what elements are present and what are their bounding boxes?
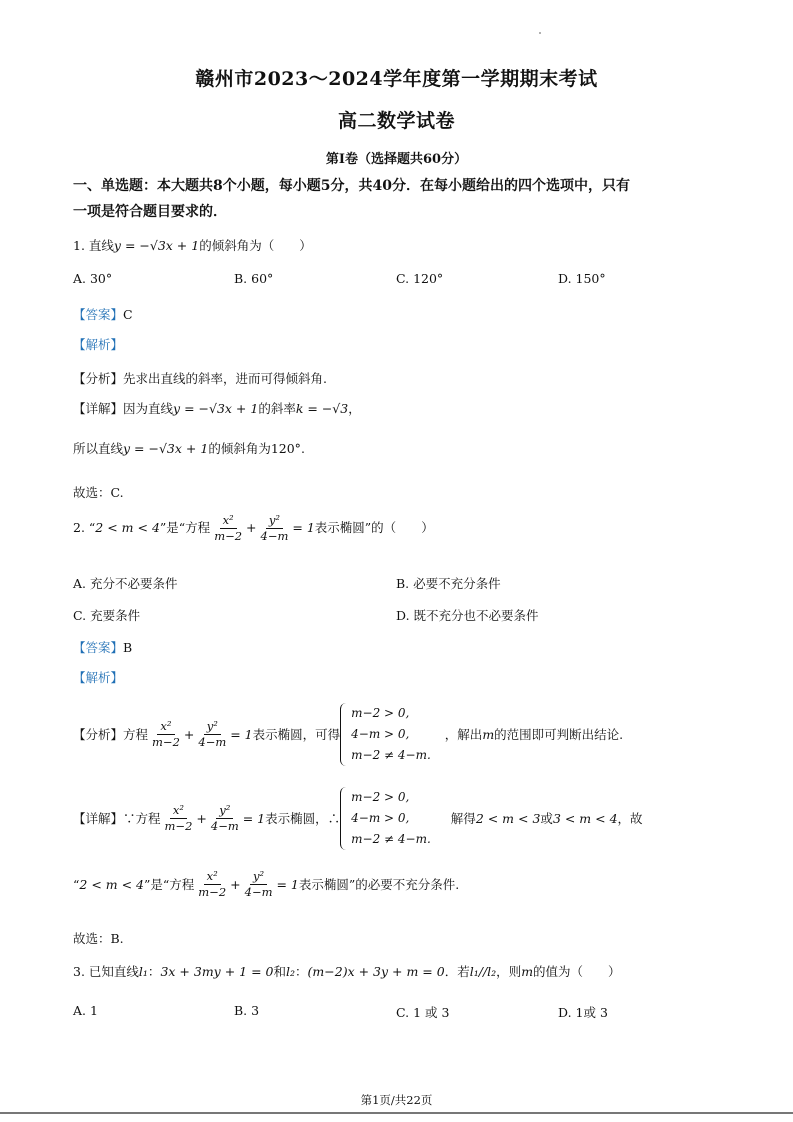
q1-line2-text-c: . — [300, 441, 305, 456]
q2-condition: 2 < m < 4 — [95, 520, 160, 535]
page-footer: 第1页/共22页 — [360, 1093, 433, 1107]
q1-detail-equation: y = −√3x + 1 — [173, 401, 259, 416]
q2-condition: 2 < m < 4 — [79, 876, 144, 892]
fenxi-label: 【分析】 — [73, 371, 124, 386]
q2-range-2: 3 < m < 4 — [552, 810, 618, 826]
q3-option-c: C. 1 或 3 — [396, 1005, 450, 1020]
q2-stem-suffix: 表示椭圆”的（ ） — [314, 520, 434, 535]
scan-dot — [539, 32, 541, 34]
page-title: 赣州市2023～2024学年度第一学期期末考试 — [195, 68, 598, 90]
q2-concl-text-a: “ — [73, 876, 80, 892]
q2-fraction-y — [242, 869, 276, 900]
q1-detail-text-a: 因为直线 — [123, 401, 174, 416]
plus-sign: + — [230, 876, 241, 892]
q1-line2-text-b: 的倾斜角为 — [208, 441, 271, 456]
system-row: 4−m > 0, — [351, 726, 410, 741]
q1-line2-angle: 120° — [270, 441, 301, 456]
section-heading-line1: 一、单选题：本大题共8个小题，每小题5分，共40分．在每小题给出的四个选项中，只有 — [73, 178, 630, 194]
fraction-numerator: y² — [266, 513, 283, 529]
system-row: 4−m > 0, — [351, 810, 410, 825]
system-row: m−2 ≠ 4−m. — [351, 831, 431, 846]
footer-divider — [0, 1112, 793, 1114]
q2-option-b: B. 必要不充分条件 — [396, 576, 501, 591]
answer-label: 【答案】 — [73, 640, 124, 655]
brace-icon — [340, 787, 347, 850]
q1-stem — [73, 236, 312, 254]
q2-fenxi-text-a: 方程 — [123, 727, 149, 742]
q2-detail-text-a: ∵方程 — [123, 811, 161, 826]
q2-stem-prefix: 2. “ — [73, 520, 96, 535]
q2-choose: 故选：B. — [73, 931, 124, 946]
xiangjie-label: 【详解】 — [73, 811, 124, 826]
q2-fenxi-text-c: ，解出 — [444, 727, 483, 742]
section-heading-line2: 一项是符合题目要求的． — [73, 204, 227, 220]
fraction-denominator: 4−m — [210, 818, 239, 833]
q1-detail-text-c: ， — [348, 401, 361, 416]
fraction-denominator: 4−m — [244, 884, 273, 899]
q2-fraction-y — [258, 513, 292, 544]
q1-stem-suffix: 的倾斜角为（ ） — [199, 238, 312, 253]
q1-fenxi-text: 先求出直线的斜率，进而可得倾斜角. — [123, 371, 327, 386]
plus-sign: + — [196, 810, 207, 826]
q1-line2-equation: y = −√3x + 1 — [123, 441, 209, 456]
q1-line2-text-a: 所以直线 — [73, 441, 124, 456]
q2-detail-text-c: 解得 — [450, 811, 476, 826]
q1-detail-line2 — [73, 439, 305, 457]
q2-detail-text-b: 表示椭圆，∴ — [265, 811, 341, 826]
fenxi-label: 【分析】 — [73, 727, 124, 742]
equals-one: = 1 — [292, 520, 315, 535]
q3-stem-text-c: ，则 — [496, 964, 522, 979]
fraction-numerator: x² — [204, 869, 221, 885]
q3-var: m — [521, 964, 534, 979]
plus-sign: + — [183, 726, 195, 742]
fraction-denominator: 4−m — [198, 734, 227, 749]
q2-concl-text-b: ”是“方程 — [144, 877, 195, 892]
q1-choose: 故选：C. — [73, 485, 124, 500]
colon: ： — [295, 964, 308, 979]
q3-equation-1: 3x + 3my + 1 = 0 — [160, 964, 274, 979]
q1-option-c: C. 120° — [396, 271, 444, 286]
colon: ： — [147, 964, 161, 979]
fraction-denominator: m−2 — [214, 529, 243, 543]
part-heading: 第I卷（选择题共60分） — [325, 152, 468, 167]
system-row: m−2 > 0, — [351, 705, 410, 720]
q3-option-d: D. 1或 3 — [558, 1005, 608, 1020]
q2-fenxi-text-d: 的范围即可判断出结论. — [494, 727, 624, 742]
q3-parallel: l₁//l₂ — [469, 964, 497, 979]
q3-equation-2: (m−2)x + 3y + m = 0 — [307, 964, 445, 979]
fraction-numerator: y² — [250, 869, 267, 885]
fraction-denominator: m−2 — [152, 734, 180, 749]
q2-fenxi-text-b: 表示椭圆，可得 — [252, 727, 341, 742]
q2-range-1: 2 < m < 3 — [475, 810, 541, 826]
q2-option-d: D. 既不充分也不必要条件 — [396, 608, 539, 623]
q1-fenxi — [73, 369, 327, 387]
fraction-numerator: x² — [220, 513, 237, 529]
q2-fraction-x — [211, 513, 245, 544]
fraction-denominator: m−2 — [164, 818, 193, 833]
q2-fenxi-var: m — [482, 726, 495, 742]
q1-detail-slope: k = −√3 — [295, 401, 349, 416]
system-row: m−2 > 0, — [351, 789, 410, 804]
q3-stem — [73, 962, 621, 980]
q2-answer — [73, 638, 132, 656]
q2-option-c: C. 充要条件 — [73, 608, 141, 623]
fraction-numerator: y² — [204, 719, 221, 735]
answer-label: 【答案】 — [73, 307, 124, 322]
q3-option-a: A. 1 — [73, 1003, 98, 1018]
q2-answer-value: B — [123, 640, 133, 655]
q3-line-l2: l₂ — [286, 964, 296, 979]
q2-detail — [73, 784, 643, 852]
fraction-numerator: y² — [216, 803, 233, 819]
q2-concl-text-c: 表示椭圆”的必要不充分条件. — [298, 877, 460, 892]
q3-stem-text-d: 的值为（ ） — [533, 964, 621, 979]
q2-fraction-x — [195, 869, 229, 900]
brace-icon — [340, 703, 347, 766]
equals-one: = 1 — [242, 810, 266, 826]
q2-stem-mid: ”是“方程 — [159, 520, 211, 535]
q2-fraction-y — [195, 719, 229, 750]
q1-answer-value: C — [123, 307, 133, 322]
q1-option-a: A. 30° — [73, 271, 113, 286]
q1-detail — [73, 399, 361, 417]
q2-fraction-y — [208, 803, 242, 834]
fraction-denominator: 4−m — [260, 529, 289, 543]
system-row: m−2 ≠ 4−m. — [351, 747, 431, 762]
q2-detail-system — [340, 787, 431, 850]
equals-one: = 1 — [230, 726, 253, 742]
fraction-numerator: x² — [157, 719, 174, 735]
q2-fenxi — [73, 700, 623, 768]
q1-stem-prefix: 1. 直线 — [73, 238, 114, 253]
q2-option-a: A. 充分不必要条件 — [73, 576, 178, 591]
q3-stem-text-b: ．若 — [444, 964, 470, 979]
q2-fraction-x — [162, 803, 196, 834]
plus-sign: + — [246, 520, 257, 535]
q1-detail-text-b: 的斜率 — [258, 401, 296, 416]
q2-conclusion — [73, 864, 459, 904]
equals-one: = 1 — [276, 876, 299, 892]
q2-detail-or: 或 — [540, 811, 553, 826]
q1-stem-equation: y = −√3x + 1 — [113, 238, 200, 253]
fraction-denominator: m−2 — [198, 884, 227, 899]
page-subtitle: 高二数学试卷 — [337, 110, 455, 132]
q3-stem-text-a: 3. 已知直线 — [73, 964, 139, 979]
q2-fraction-x — [149, 719, 183, 750]
q3-line-l1: l₁ — [138, 964, 148, 979]
q1-analysis-label: 【解析】 — [73, 337, 124, 352]
q1-option-b: B. 60° — [234, 271, 274, 286]
fraction-numerator: x² — [170, 803, 187, 819]
q2-analysis-label: 【解析】 — [73, 670, 124, 685]
q3-and: 和 — [273, 964, 286, 979]
xiangjie-label: 【详解】 — [73, 401, 124, 416]
q1-option-d: D. 150° — [558, 271, 606, 286]
q2-stem — [73, 513, 434, 544]
q1-answer — [73, 305, 133, 323]
q2-fenxi-system — [340, 703, 431, 766]
q2-detail-text-d: ，故 — [617, 811, 643, 826]
q3-option-b: B. 3 — [234, 1003, 260, 1018]
